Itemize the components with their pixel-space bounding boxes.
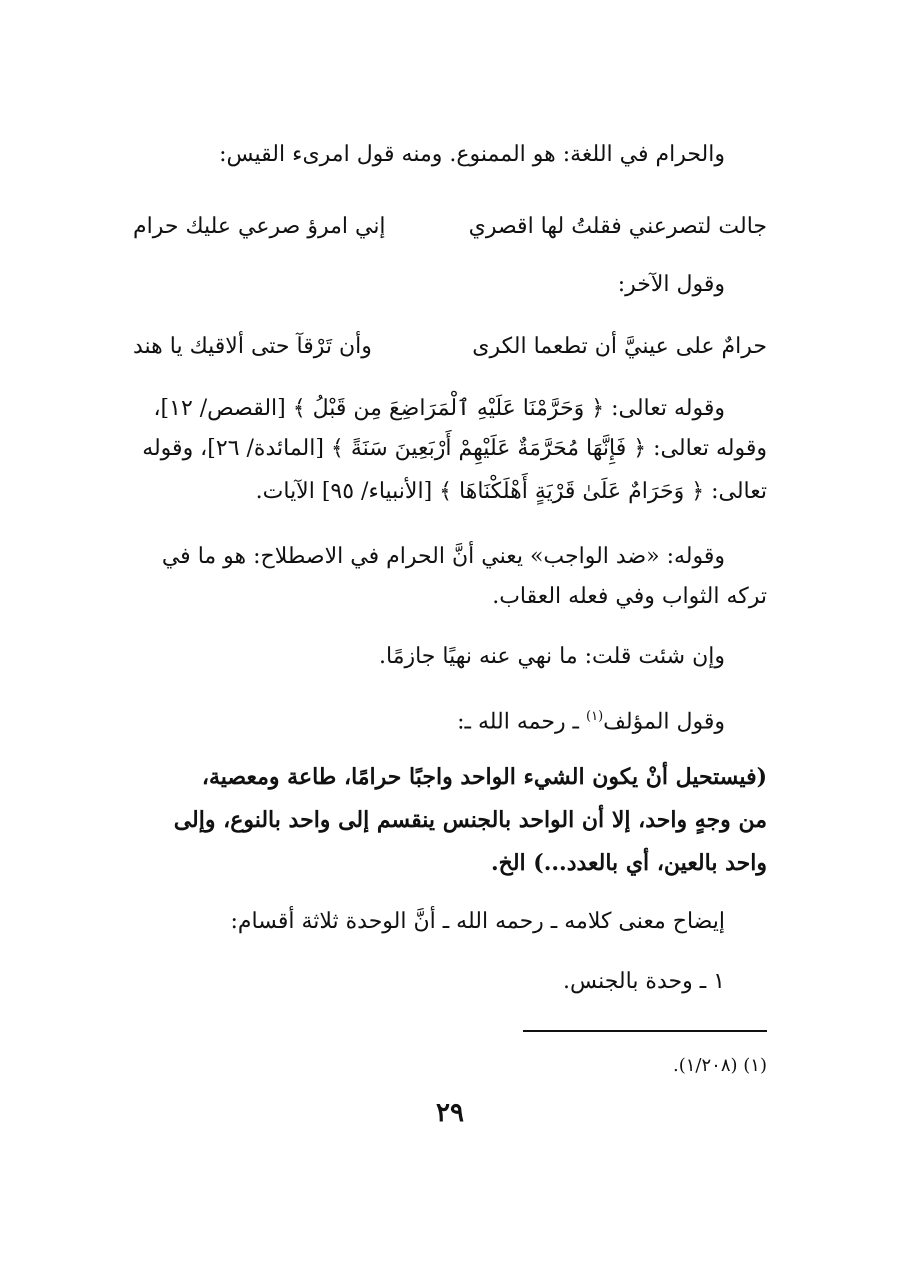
- verse-2-second-hemistich: وأن تَرْقآ حتى ألاقيك يا هند: [133, 334, 372, 359]
- author-prayer: ـ رحمه الله ـ:: [457, 709, 586, 735]
- paragraph-line-5: وقوله تعالى: ﴿ وَحَرَّمْنَا عَلَيْهِ ٱلْمَرَاضِعَ مِن قَبْلُ ﴾ [القصص/ ١٢]،: [153, 396, 725, 421]
- footnote-separator: [523, 1030, 767, 1032]
- list-item-1: ١ ـ وحدة بالجنس.: [563, 969, 725, 994]
- paragraph-line-7: تعالى: ﴿ وَحَرَامٌ عَلَىٰ قَرْيَةٍ أَهْلَكْنَاهَا ﴾ [الأنبياء/ ٩٥] الآيات.: [255, 479, 767, 504]
- author-reference: وقول المؤلف: [603, 709, 725, 735]
- verse-2-first-hemistich: حرامٌ على عينيَّ أن تطعما الكرى: [472, 334, 767, 359]
- page-number: ٢٩: [436, 1098, 464, 1128]
- footnote-text: (١) (١/٢٠٨).: [673, 1055, 767, 1076]
- paragraph-line-3: وقول الآخر:: [617, 272, 725, 297]
- footnote-marker: (١): [586, 709, 604, 724]
- paragraph-line-1: والحرام في اللغة: هو الممنوع. ومنه قول امرىء القيس:: [219, 142, 725, 167]
- quoted-text-line-1: (فيستحيل أنْ يكون الشيء الواحد واجبًا حرامًا، طاعة ومعصية،: [201, 764, 767, 790]
- verse-1-first-hemistich: جالت لتصرعني فقلتُ لها اقصري: [468, 214, 767, 239]
- quoted-text-line-2: من وجهٍ واحد، إلا أن الواحد بالجنس ينقسم إلى واحد بالنوع، وإلى: [173, 807, 767, 833]
- paragraph-line-6: وقوله تعالى: ﴿ فَإِنَّهَا مُحَرَّمَةٌ عَلَيْهِمْ أَرْبَعِينَ سَنَةً ﴾ [المائدة/ ٢٦]، وقوله: [142, 436, 767, 461]
- quoted-text-line-3: واحد بالعين، أي بالعدد...) الخ.: [490, 850, 767, 876]
- paragraph-line-11: [457, 700, 725, 739]
- paragraph-line-9: تركه الثواب وفي فعله العقاب.: [492, 584, 767, 609]
- paragraph-line-8: وقوله: «ضد الواجب» يعني أنَّ الحرام في الاصطلاح: هو ما في: [161, 544, 725, 569]
- verse-1-second-hemistich: إني امرؤ صرعي عليك حرام: [133, 214, 386, 239]
- paragraph-line-15: إيضاح معنى كلامه ـ رحمه الله ـ أنَّ الوحدة ثلاثة أقسام:: [230, 909, 725, 934]
- paragraph-line-10: وإن شئت قلت: ما نهي عنه نهيًا جازمًا.: [379, 644, 725, 669]
